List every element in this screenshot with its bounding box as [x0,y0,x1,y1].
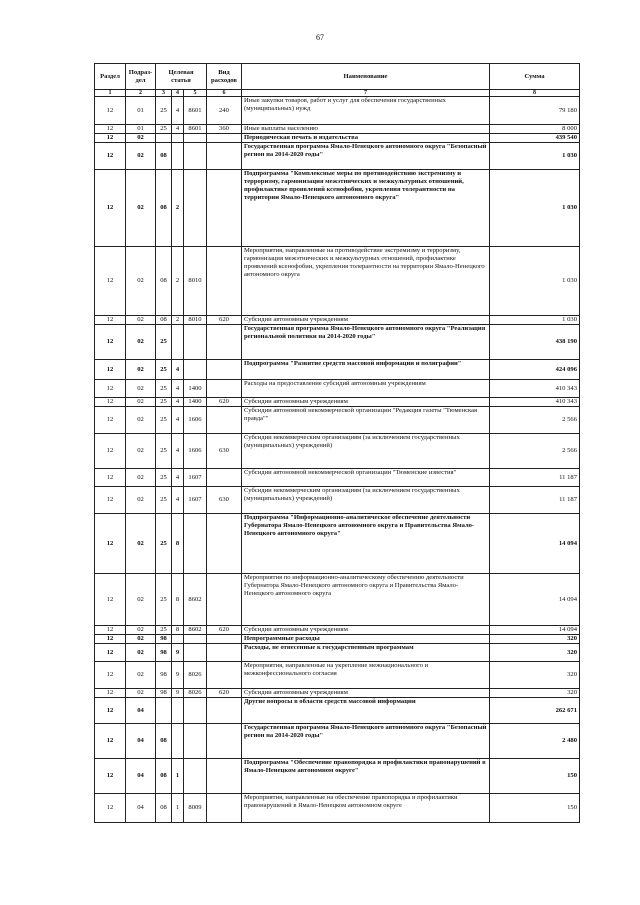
table-row [95,143,580,170]
cell-celevaya-2: 4 [172,407,184,434]
table-row [95,794,580,823]
cell-podrazdel: 02 [126,469,156,487]
cell-naimenovanie: Мероприятия, направленные на обеспечение правопорядка и профилактики правонарушений в Ямало-Ненецком автономном округе [242,794,490,823]
cell-podrazdel: 01 [126,125,156,134]
cell-naimenovanie: Расходы, не отнесенные к государственным программам [242,644,490,662]
cell-celevaya-1 [156,698,172,724]
cell-summa: 410 343 [490,398,580,407]
table-row [95,514,580,574]
cell-celevaya-1: 25 [156,469,172,487]
cell-naimenovanie: Мероприятия по информационно-аналитическому обеспечению деятельности Губернатора Ямало-Ненецкого автономного округа и Правительства Ямало-Ненецкого автономного округа [242,574,490,626]
cell-naimenovanie: Государственная программа Ямало-Ненецкого автономного округа "Безопасный регион на 2014-2020 годы" [242,724,490,759]
cell-summa: 320 [490,644,580,662]
cell-summa: 439 540 [490,134,580,143]
cell-celevaya-2: 4 [172,380,184,398]
cell-celevaya-1: 08 [156,759,172,794]
cell-celevaya-2: 4 [172,487,184,514]
cell-summa: 14 094 [490,514,580,574]
cell-vid-rashodov: 630 [207,434,242,469]
cell-celevaya-2 [172,325,184,360]
table-row [95,125,580,134]
cell-celevaya-3 [184,143,207,170]
cell-podrazdel: 02 [126,635,156,644]
cell-naimenovanie: Периодическая печать и издательства [242,134,490,143]
cell-summa: 320 [490,635,580,644]
cell-celevaya-2: 8 [172,514,184,574]
table-row [95,759,580,794]
cell-razdel: 12 [95,316,126,325]
cell-naimenovanie: Субсидии автономным учреждениям [242,626,490,635]
col-number: 5 [184,90,207,97]
cell-razdel: 12 [95,134,126,143]
cell-summa: 150 [490,759,580,794]
cell-naimenovanie: Подпрограмма "Обеспечение правопорядка и профилактики правонарушений в Ямало-Ненецком автономном округе" [242,759,490,794]
cell-celevaya-2: 9 [172,644,184,662]
cell-vid-rashodov: 620 [207,689,242,698]
cell-summa: 1 030 [490,247,580,316]
cell-celevaya-1: 25 [156,125,172,134]
header-naimenovanie: Наименование [242,64,490,90]
cell-summa: 79 180 [490,97,580,125]
cell-celevaya-1: 08 [156,247,172,316]
cell-celevaya-1: 08 [156,143,172,170]
cell-celevaya-1: 98 [156,644,172,662]
cell-summa: 2 566 [490,434,580,469]
cell-naimenovanie: Подпрограмма "Комплексные меры по противодействию экстремизму и терроризму, гармонизация межэтнических и межкультурных отношений, профилактике проявлений ксенофобии, укрепления толерантности на территории Ямало-Ненецкого автономного округа" [242,170,490,247]
cell-podrazdel: 02 [126,662,156,689]
cell-razdel: 12 [95,360,126,380]
table-row [95,635,580,644]
col-number: 2 [126,90,156,97]
cell-podrazdel: 02 [126,143,156,170]
table-row [95,626,580,635]
cell-summa: 410 343 [490,380,580,398]
cell-celevaya-3: 1607 [184,469,207,487]
cell-summa: 320 [490,689,580,698]
cell-celevaya-2 [172,635,184,644]
cell-celevaya-1: 25 [156,398,172,407]
table-body [95,97,580,823]
table-row [95,134,580,143]
cell-naimenovanie: Субсидии автономной некоммерческой организации "Тюменские известия" [242,469,490,487]
cell-podrazdel: 04 [126,724,156,759]
expenditure-table [94,63,580,823]
header-vid-rashodov: Вид расходов [207,64,242,90]
cell-celevaya-1: 25 [156,407,172,434]
cell-vid-rashodov [207,514,242,574]
cell-vid-rashodov [207,644,242,662]
cell-summa: 262 671 [490,698,580,724]
cell-podrazdel: 04 [126,759,156,794]
cell-naimenovanie: Подпрограмма "Развитие средств массовой информации и полиграфии" [242,360,490,380]
cell-naimenovanie: Субсидии некоммерческим организациям (за исключением государственных (муниципальных) учреждений) [242,434,490,469]
cell-celevaya-3: 1606 [184,407,207,434]
cell-celevaya-2: 9 [172,662,184,689]
cell-celevaya-3: 1607 [184,487,207,514]
cell-celevaya-3: 8601 [184,97,207,125]
cell-vid-rashodov: 620 [207,398,242,407]
table-row [95,97,580,125]
cell-summa: 320 [490,662,580,689]
cell-celevaya-3: 8026 [184,662,207,689]
cell-vid-rashodov [207,247,242,316]
table-row [95,360,580,380]
cell-naimenovanie: Субсидии некоммерческим организациям (за исключением государственных (муниципальных) учреждений) [242,487,490,514]
cell-celevaya-3 [184,635,207,644]
cell-razdel: 12 [95,170,126,247]
table-row [95,407,580,434]
cell-summa: 150 [490,794,580,823]
cell-summa: 11 187 [490,469,580,487]
cell-razdel: 12 [95,662,126,689]
cell-razdel: 12 [95,407,126,434]
cell-celevaya-1: 98 [156,635,172,644]
cell-podrazdel: 02 [126,514,156,574]
cell-razdel: 12 [95,125,126,134]
cell-podrazdel: 02 [126,407,156,434]
cell-celevaya-3 [184,644,207,662]
cell-celevaya-3 [184,724,207,759]
cell-vid-rashodov: 240 [207,97,242,125]
cell-celevaya-2 [172,143,184,170]
cell-podrazdel: 02 [126,644,156,662]
cell-razdel: 12 [95,143,126,170]
cell-celevaya-1: 98 [156,662,172,689]
cell-celevaya-3: 8602 [184,626,207,635]
header-celevaya-statya: Целевая статья [156,64,207,90]
cell-vid-rashodov [207,325,242,360]
cell-vid-rashodov [207,360,242,380]
cell-celevaya-3: 8010 [184,316,207,325]
cell-celevaya-1: 25 [156,360,172,380]
cell-razdel: 12 [95,574,126,626]
cell-razdel: 12 [95,325,126,360]
cell-vid-rashodov [207,662,242,689]
col-number: 8 [490,90,580,97]
cell-podrazdel: 04 [126,698,156,724]
cell-podrazdel: 02 [126,626,156,635]
cell-naimenovanie: Субсидии автономным учреждениям [242,398,490,407]
cell-razdel: 12 [95,97,126,125]
cell-celevaya-2: 4 [172,469,184,487]
table-row [95,724,580,759]
cell-vid-rashodov [207,143,242,170]
table-row [95,247,580,316]
cell-celevaya-3: 8026 [184,689,207,698]
table-row [95,380,580,398]
table-row [95,398,580,407]
table-row [95,487,580,514]
cell-naimenovanie: Подпрограмма "Информационно-аналитическое обеспечение деятельности Губернатора Ямало-Ненецкого автономного округа и Правительства Ямало-Ненецкого автономного округа" [242,514,490,574]
cell-vid-rashodov [207,469,242,487]
cell-summa: 14 094 [490,574,580,626]
cell-razdel: 12 [95,514,126,574]
cell-celevaya-2: 8 [172,626,184,635]
cell-celevaya-2 [172,698,184,724]
cell-naimenovanie: Мероприятия, направленные на противодействие экстремизму и терроризму, гармонизация межэтнических и межкультурных отношений, профилактике проявлений ксенофобии, укрепления толерантности на территории Ямало-Ненецкого автономного округа [242,247,490,316]
cell-podrazdel: 02 [126,434,156,469]
header-razdel: Раздел [95,64,126,90]
cell-naimenovanie: Субсидии автономным учреждениям [242,316,490,325]
table-row [95,698,580,724]
cell-celevaya-3: 8601 [184,125,207,134]
cell-naimenovanie: Другие вопросы в области средств массовой информации [242,698,490,724]
cell-summa: 1 030 [490,316,580,325]
cell-vid-rashodov: 360 [207,125,242,134]
cell-celevaya-2: 9 [172,689,184,698]
cell-razdel: 12 [95,635,126,644]
cell-podrazdel: 02 [126,134,156,143]
cell-celevaya-1: 25 [156,380,172,398]
table-row [95,689,580,698]
cell-celevaya-1: 25 [156,487,172,514]
cell-vid-rashodov [207,170,242,247]
cell-razdel: 12 [95,434,126,469]
cell-celevaya-1: 25 [156,325,172,360]
cell-celevaya-1: 25 [156,574,172,626]
cell-summa: 438 190 [490,325,580,360]
cell-vid-rashodov [207,759,242,794]
cell-vid-rashodov [207,134,242,143]
cell-celevaya-1: 25 [156,626,172,635]
cell-celevaya-3 [184,698,207,724]
cell-vid-rashodov [207,407,242,434]
cell-celevaya-1: 08 [156,794,172,823]
cell-naimenovanie: Иные выплаты населению [242,125,490,134]
cell-celevaya-3 [184,759,207,794]
cell-razdel: 12 [95,247,126,316]
cell-celevaya-3: 8010 [184,247,207,316]
table-row [95,434,580,469]
cell-celevaya-2: 4 [172,125,184,134]
cell-naimenovanie: Расходы на предоставление субсидий автономным учреждениям [242,380,490,398]
col-number: 3 [156,90,172,97]
cell-razdel: 12 [95,626,126,635]
cell-podrazdel: 02 [126,487,156,514]
cell-vid-rashodov [207,574,242,626]
cell-celevaya-2 [172,724,184,759]
cell-razdel: 12 [95,398,126,407]
table-row [95,325,580,360]
cell-naimenovanie: Государственная программа Ямало-Ненецкого автономного округа "Безопасный регион на 2014-2020 годы" [242,143,490,170]
cell-celevaya-3 [184,360,207,380]
cell-celevaya-3: 1400 [184,398,207,407]
cell-celevaya-2: 8 [172,574,184,626]
cell-celevaya-3: 8009 [184,794,207,823]
cell-celevaya-2: 4 [172,97,184,125]
cell-podrazdel: 04 [126,794,156,823]
table-row [95,316,580,325]
cell-podrazdel: 02 [126,398,156,407]
cell-vid-rashodov: 620 [207,626,242,635]
cell-razdel: 12 [95,698,126,724]
cell-summa: 14 094 [490,626,580,635]
cell-vid-rashodov [207,698,242,724]
cell-naimenovanie: Субсидии автономной некоммерческой организации "Редакция газеты "Тюменская правда"" [242,407,490,434]
cell-podrazdel: 02 [126,360,156,380]
table-row [95,644,580,662]
cell-podrazdel: 02 [126,247,156,316]
cell-celevaya-1: 25 [156,434,172,469]
cell-celevaya-2: 1 [172,794,184,823]
cell-naimenovanie: Непрограммные расходы [242,635,490,644]
col-number: 6 [207,90,242,97]
cell-razdel: 12 [95,759,126,794]
header-row [95,64,580,90]
cell-summa: 2 480 [490,724,580,759]
cell-vid-rashodov [207,635,242,644]
cell-celevaya-3: 8602 [184,574,207,626]
cell-celevaya-1: 08 [156,724,172,759]
cell-razdel: 12 [95,689,126,698]
cell-celevaya-2: 2 [172,247,184,316]
cell-celevaya-2 [172,134,184,143]
cell-celevaya-2: 4 [172,398,184,407]
cell-summa: 2 566 [490,407,580,434]
cell-celevaya-1: 25 [156,97,172,125]
cell-razdel: 12 [95,724,126,759]
cell-podrazdel: 02 [126,689,156,698]
header-podrazdel: Подраз-дел [126,64,156,90]
cell-razdel: 12 [95,380,126,398]
table-row [95,469,580,487]
cell-razdel: 12 [95,794,126,823]
cell-razdel: 12 [95,487,126,514]
column-number-row [95,90,580,97]
cell-celevaya-3: 1606 [184,434,207,469]
cell-celevaya-3 [184,134,207,143]
cell-podrazdel: 02 [126,325,156,360]
cell-celevaya-2: 1 [172,759,184,794]
cell-celevaya-1 [156,134,172,143]
cell-naimenovanie: Государственная программа Ямало-Ненецкого автономного округа "Реализация региональной политики на 2014-2020 годы" [242,325,490,360]
cell-celevaya-1: 25 [156,514,172,574]
cell-celevaya-1: 08 [156,170,172,247]
table-row [95,170,580,247]
cell-celevaya-1: 98 [156,689,172,698]
cell-vid-rashodov [207,380,242,398]
cell-podrazdel: 02 [126,380,156,398]
table-row [95,574,580,626]
cell-summa: 8 000 [490,125,580,134]
cell-podrazdel: 02 [126,574,156,626]
cell-celevaya-3: 1400 [184,380,207,398]
cell-podrazdel: 02 [126,316,156,325]
cell-vid-rashodov [207,724,242,759]
header-summa: Сумма [490,64,580,90]
cell-vid-rashodov: 620 [207,316,242,325]
cell-celevaya-2: 4 [172,434,184,469]
cell-naimenovanie: Мероприятия, направленные на укрепление межнационального и межконфессионального согласия [242,662,490,689]
cell-razdel: 12 [95,644,126,662]
cell-celevaya-3 [184,514,207,574]
cell-celevaya-1: 08 [156,316,172,325]
cell-podrazdel: 01 [126,97,156,125]
cell-naimenovanie: Субсидии автономным учреждениям [242,689,490,698]
page-number: 67 [316,33,324,42]
cell-naimenovanie: Иные закупки товаров, работ и услуг для обеспечения государственных (муниципальных) нужд [242,97,490,125]
cell-summa: 11 187 [490,487,580,514]
col-number: 4 [172,90,184,97]
cell-celevaya-2: 2 [172,316,184,325]
cell-celevaya-3 [184,170,207,247]
cell-summa: 1 030 [490,143,580,170]
table-row [95,662,580,689]
cell-podrazdel: 02 [126,170,156,247]
cell-celevaya-2: 4 [172,360,184,380]
col-number: 7 [242,90,490,97]
col-number: 1 [95,90,126,97]
cell-razdel: 12 [95,469,126,487]
cell-celevaya-3 [184,325,207,360]
cell-celevaya-2: 2 [172,170,184,247]
cell-summa: 424 096 [490,360,580,380]
cell-vid-rashodov: 630 [207,487,242,514]
cell-vid-rashodov [207,794,242,823]
cell-summa: 1 030 [490,170,580,247]
